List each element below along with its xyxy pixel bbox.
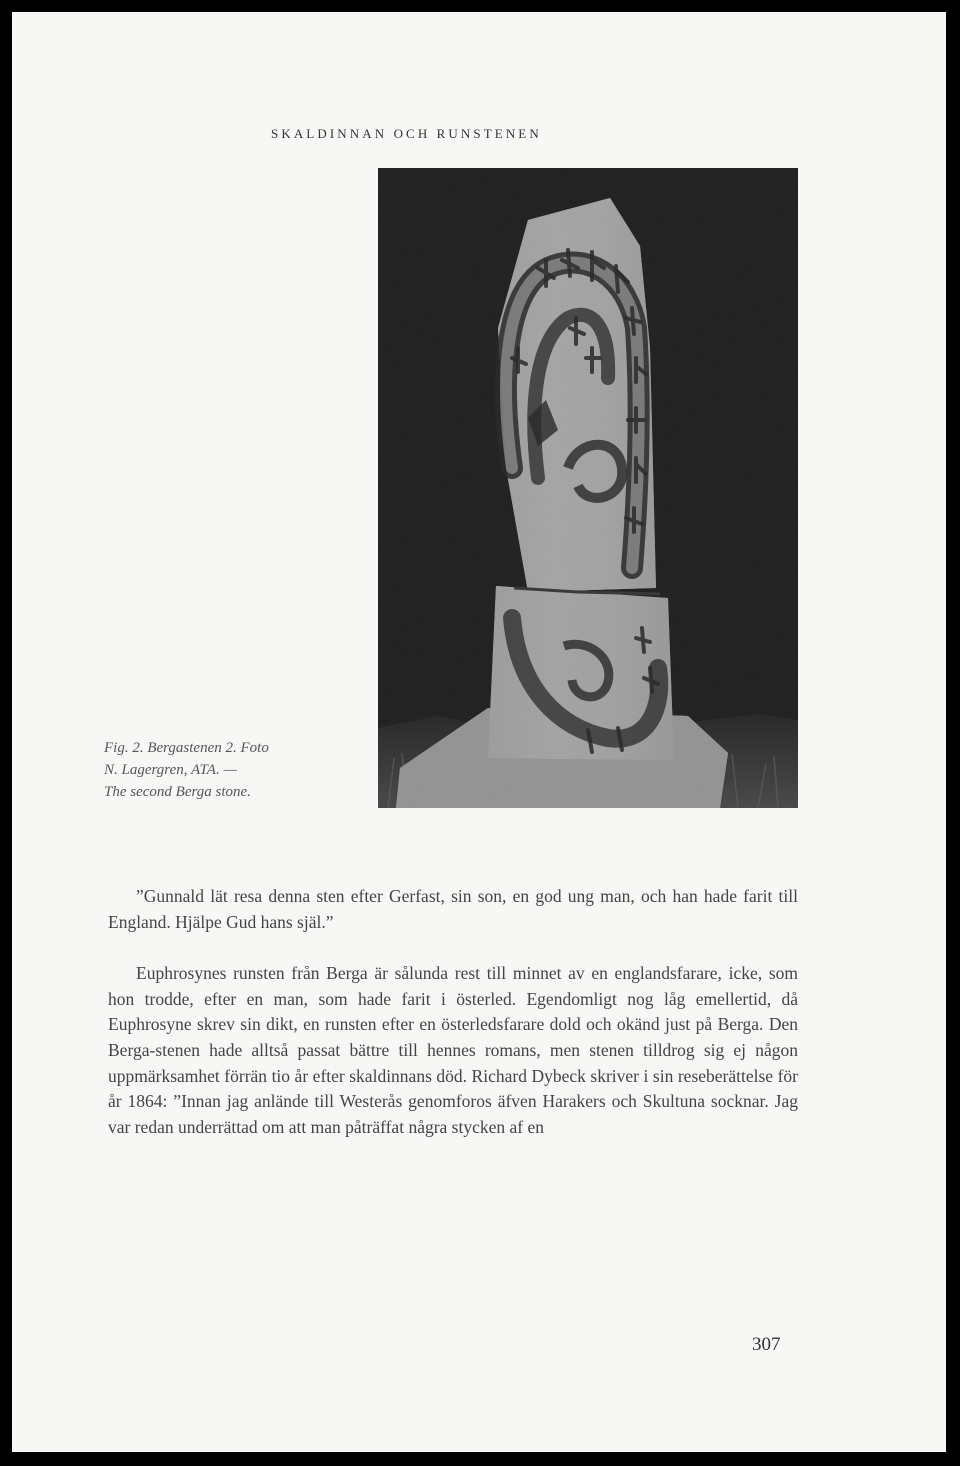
- runestone-inscription-quote: ”Gunnald lät resa denna sten efter Gerfast, sin son, en god ung man, och han hade farit till England. Hjälpe Gud hans själ.”: [108, 886, 798, 932]
- runestone-illustration: [378, 168, 798, 808]
- runestone-photo: [378, 168, 798, 808]
- caption-line-2: N. Lagergren, ATA. —: [104, 762, 237, 778]
- body-paragraph: Euphrosynes runsten från Berga är sålunda rest till minnet av en englandsfarare, icke, som hon trodde, efter en man, som hade farit i österled. Egendomligt nog låg emellertid, då Euphrosyne skrev sin dikt, en runsten efter en österledsfarare dold och okänd just på Berga. Den Berga-stenen hade alltså passat bättre till hennes romans, men stenen tilldrog sig ej någon uppmärksamhet förrän tio år efter skaldinnans död. Richard Dybeck skriver i sin reseberättelse för år 1864: ”Innan jag anlände till Westerås genomforos äfven Harakers och Skultuna socknar. Jag var redan underrättad om att man påträffat några stycken af en: [108, 963, 798, 1137]
- running-head: SKALDINNAN OCH RUNSTENEN: [271, 126, 542, 141]
- figure-caption: [104, 737, 354, 803]
- page-number: 307: [752, 1334, 781, 1355]
- book-page: [12, 12, 946, 1452]
- body-text: [108, 884, 798, 1140]
- caption-line-3: The second Berga stone.: [104, 784, 251, 800]
- caption-line-1: Fig. 2. Bergastenen 2. Foto: [104, 740, 269, 756]
